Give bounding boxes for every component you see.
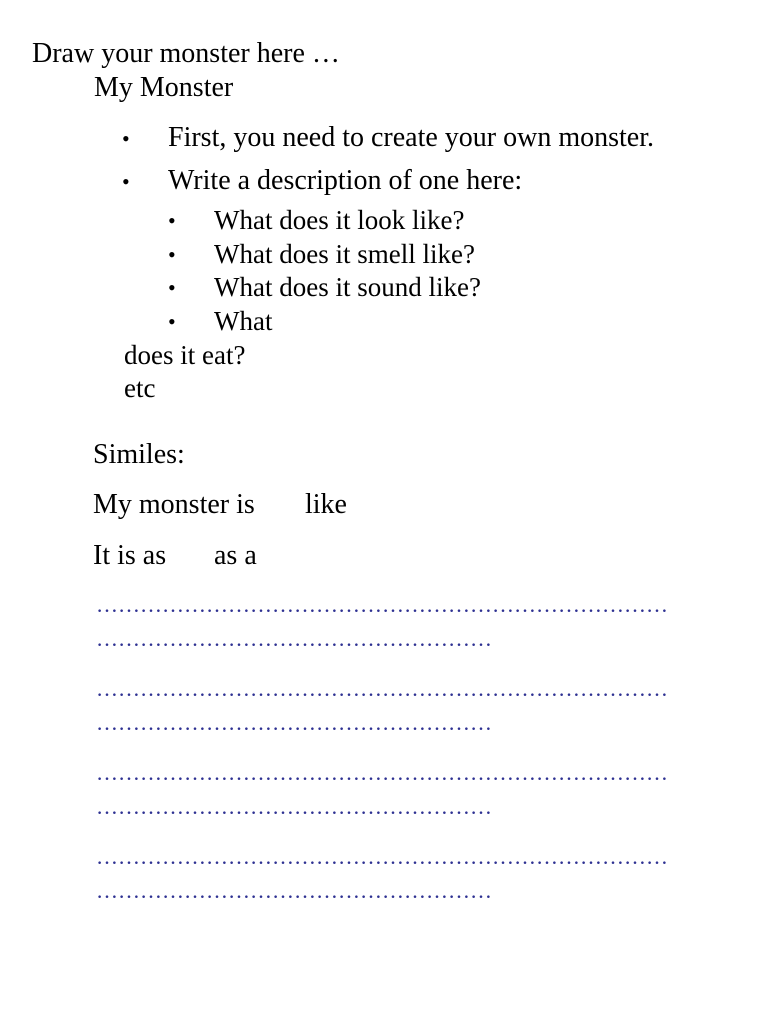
writing-line-long[interactable]: …………………………………………………………………… [96, 846, 668, 868]
question-item: What does it sound like? [214, 272, 481, 302]
question-item: What [214, 306, 273, 336]
bullet-dot: • [168, 275, 176, 300]
bullet-dot: • [168, 309, 176, 334]
question-item: What does it look like? [214, 205, 465, 235]
simile-line-1-start: My monster is [93, 489, 255, 520]
bullet-dot: • [168, 242, 176, 267]
writing-line-short[interactable]: ……………………………………………… [96, 628, 492, 650]
question-item: What does it smell like? [214, 239, 475, 269]
simile-line-1-end: like [305, 489, 347, 520]
instruction-item: Write a description of one here: [168, 165, 523, 196]
simile-line-2-end: as a [214, 540, 257, 571]
writing-line-short[interactable]: ……………………………………………… [96, 796, 492, 818]
instruction-item: First, you need to create your own monster. [168, 122, 655, 153]
writing-line-short[interactable]: ……………………………………………… [96, 880, 492, 902]
question-continuation: does it eat? [124, 340, 246, 370]
page-title: My Monster [94, 72, 234, 103]
writing-line-short[interactable]: ……………………………………………… [96, 712, 492, 734]
writing-line-long[interactable]: …………………………………………………………………… [96, 678, 668, 700]
writing-line-long[interactable]: …………………………………………………………………… [96, 762, 668, 784]
bullet-dot: • [122, 169, 130, 194]
bullet-dot: • [168, 208, 176, 233]
draw-prompt: Draw your monster here … [32, 38, 340, 69]
bullet-dot: • [122, 126, 130, 151]
simile-line-2-start: It is as [93, 540, 167, 571]
similes-heading: Similes: [93, 439, 185, 470]
writing-line-long[interactable]: …………………………………………………………………… [96, 594, 668, 616]
etc-text: etc [124, 373, 156, 403]
